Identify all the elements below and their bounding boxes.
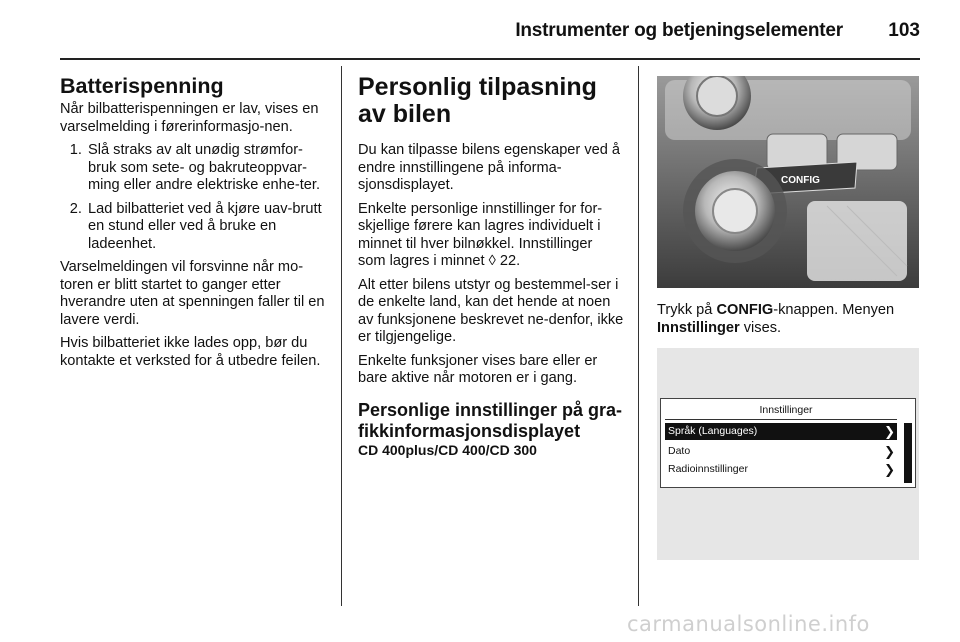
caption-text-3: vises. (739, 319, 782, 336)
caption-config: CONFIG (716, 302, 774, 318)
menu-item-language (665, 423, 897, 440)
battery-step-1: 1. Slå straks av alt unødig strømfor-bruk som sete- og bakruteoppvar-ming eller andre elektriske enhe-ter. (86, 142, 325, 195)
battery-steps (60, 142, 325, 253)
page-number: 103 (888, 20, 920, 41)
screen-divider (665, 419, 897, 420)
header-title: Instrumenter og betjeningselementer (515, 20, 843, 41)
menu-item-label: Språk (Languages) (668, 425, 758, 437)
chevron-right-icon: ❯ (884, 424, 895, 439)
section-heading-personalisation: Personlig tilpasning av bilen (358, 73, 597, 128)
screen-scrollbar (904, 423, 912, 483)
personal-paragraph-1: Du kan tilpasse bilens egenskaper ved å endre innstillingene på informa-sjonsdisplayet. (358, 142, 621, 193)
column-divider-2 (638, 66, 639, 606)
chevron-right-icon: ❯ (884, 444, 895, 459)
watermark: carmanualsonline.info (627, 612, 870, 636)
settings-screen (660, 398, 916, 488)
chevron-right-icon: ❯ (884, 462, 895, 477)
console-photo (657, 76, 919, 288)
subsection-heading: Personlige innstillinger på gra-fikkinformasjonsdisplayet (358, 399, 623, 441)
config-caption (657, 302, 923, 337)
battery-paragraph-2: Hvis bilbatteriet ikke lades opp, bør du kontakte et verksted for å utbedre feilen. (60, 335, 321, 369)
column-battery (60, 74, 325, 376)
models-label: CD 400plus/CD 400/CD 300 (358, 441, 537, 458)
section-heading-battery: Batterispenning (60, 74, 224, 98)
caption-menu: Innstillinger (657, 319, 740, 336)
menu-item-radio (665, 461, 897, 478)
battery-step-2: 2. Lad bilbatteriet ved å kjøre uav-brutt en stund eller ved å bruke en ladeenhet. (86, 201, 325, 254)
header-rule (60, 58, 920, 60)
menu-item-label: Dato (668, 445, 691, 457)
column-personalisation (358, 74, 624, 459)
caption-text-2: -knappen. Menyen (773, 302, 895, 318)
column-divider-1 (341, 66, 342, 606)
display-illustration (657, 348, 919, 560)
personal-paragraph-4: Enkelte funksjoner vises bare eller er bare aktive når motoren er i gang. (358, 352, 598, 386)
page-header (0, 0, 960, 62)
menu-item-label: Radioinnstillinger (668, 463, 748, 475)
battery-intro: Når bilbatterispenningen er lav, vises en varselmelding i førerinformasjo-nen. (60, 101, 319, 135)
battery-paragraph-1: Varselmeldingen vil forsvinne når mo-toren er blitt startet to ganger etter hverandre uten at spenningen faller til en lavere verdi. (60, 259, 325, 328)
personal-paragraph-3: Alt etter bilens utstyr og bestemmel-ser i de enkelte land, kan det hende at noen av funksjonene beskrevet ne-denfor, ikke er tilgjengelige. (358, 276, 624, 345)
menu-item-date (665, 443, 897, 460)
screen-title: Innstillinger (759, 404, 813, 416)
caption-text-1: Trykk på (657, 302, 717, 318)
personal-paragraph-2: Enkelte personlige innstillinger for for-skjellige førere kan lagres individuelt i minnet til hver bilnøkkel. Innstillinger som lagres i minnet ◊ 22. (358, 200, 603, 269)
photo-config-label: CONFIG (781, 175, 820, 186)
console-illustration (657, 76, 919, 288)
